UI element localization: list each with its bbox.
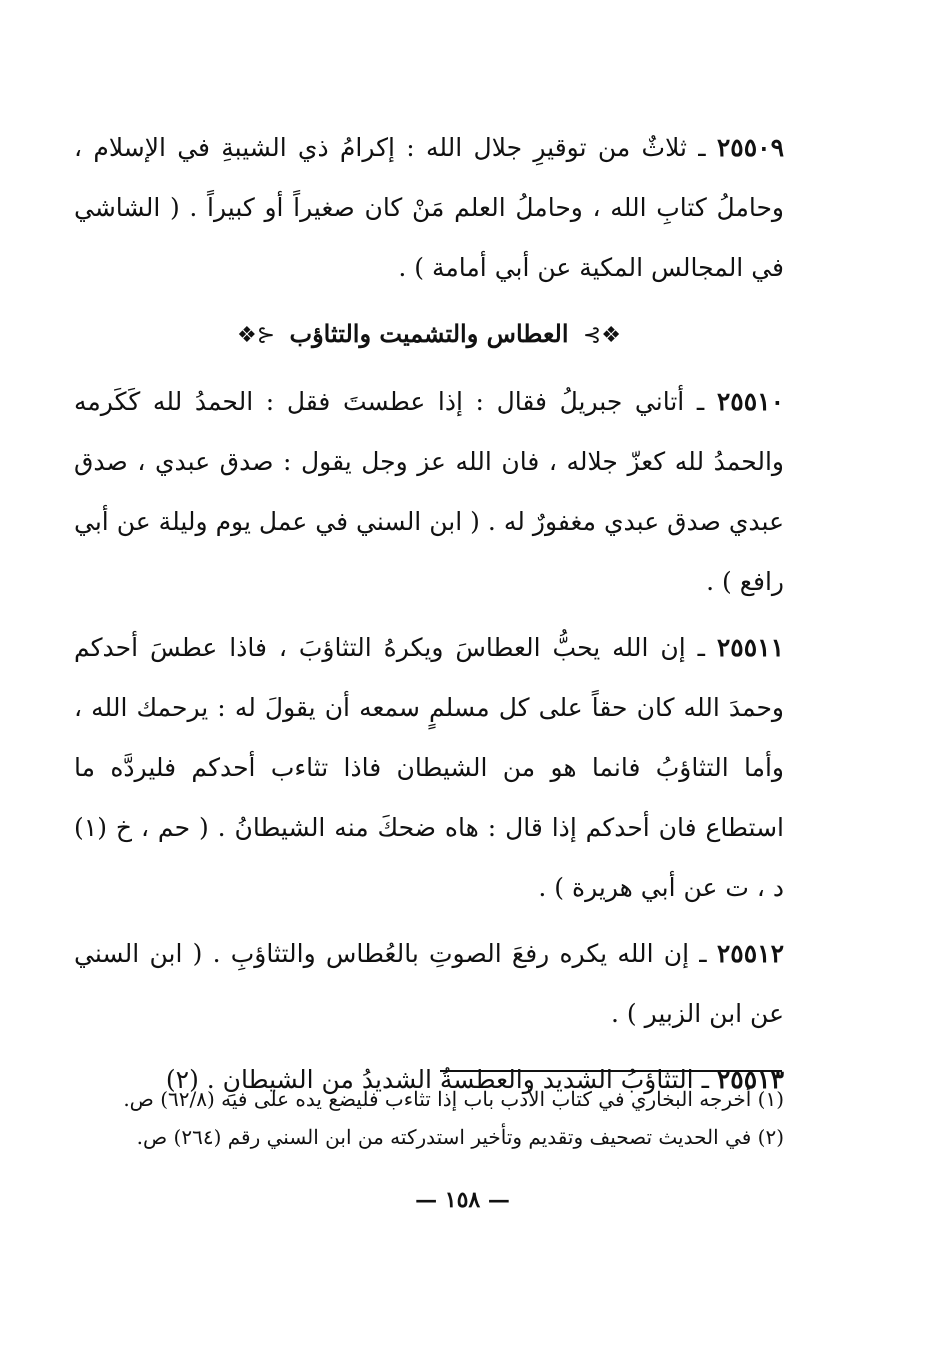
page-number: — ١٥٨ —: [415, 1187, 510, 1213]
hadith-text: ـ إن الله يكره رفعَ الصوتِ بالعُطاس والتثاؤبِ . ( ابن السني عن ابن الزبير ) .: [74, 939, 784, 1028]
hadith-text: ـ التثاؤبُ الشديد والعطسةُ الشديدُ من الشيطانِ . (٢): [165, 1065, 709, 1094]
hadith-entry-25509: [74, 118, 784, 298]
hadith-entry-25512: [74, 924, 784, 1044]
hadith-entry-25511: [74, 618, 784, 918]
footnotes: [74, 1080, 784, 1156]
ornament-icon: ❖⊱: [582, 323, 622, 348]
hadith-number: ٢٥٥٠٩: [716, 133, 784, 162]
hadith-number: ٢٥٥١٠: [716, 387, 784, 416]
page-body: [74, 118, 784, 1110]
hadith-number: ٢٥٥١٣: [716, 1065, 784, 1094]
section-heading: [74, 312, 784, 358]
hadith-text: ـ إن الله يحبُّ العطاسَ ويكرهُ التثاؤبَ ، فاذا عطسَ أحدكم وحمدَ الله كان حقاً على كل مسلمٍ سمعه أن يقولَ له : يرحمك الله ، وأما التثاؤبُ فانما هو من الشيطان فاذا تثاءب أحدكم فليردَّه ما استطاع فان أحدكم إذا قال : هاه ضحكَ منه الشيطانُ . ( حم ، خ (١) د ، ت عن أبي هريرة ) .: [74, 633, 784, 902]
hadith-text: ـ أتاني جبريلُ فقال : إذا عطستَ فقل : الحمدُ لله كَكَرمه والحمدُ لله كعزّ جلاله ، فان الله عز وجل يقول : صدق عبدي ، صدق عبدي صدق عبدي مغفورٌ له . ( ابن السني في عمل يوم وليلة عن أبي رافع ) .: [74, 387, 784, 596]
hadith-number: ٢٥٥١١: [716, 633, 784, 662]
footnote-2: (٢) في الحديث تصحيف وتقديم وتأخير استدركته من ابن السني رقم (٢٦٤) ص.: [136, 1125, 784, 1149]
hadith-entry-25510: [74, 372, 784, 612]
ornament-icon: ⊰❖: [236, 323, 276, 348]
footnote-divider: [440, 1070, 782, 1072]
hadith-number: ٢٥٥١٢: [716, 939, 784, 968]
hadith-text: ـ ثلاثٌ من توقيرِ جلال الله : إكرامُ ذي الشيبةِ في الإسلام ، وحاملُ كتابِ الله ، وحاملُ العلم مَنْ كان صغيراً أو كبيراً . ( الشاشي في المجالس المكية عن أبي أمامة ) .: [74, 133, 784, 282]
footnote-1: (١) أخرجه البخاري في كتاب الأدب باب إذا تثاءب فليضع يده على فيه (٦٢/٨) ص.: [123, 1087, 784, 1111]
section-heading-text: العطاس والتشميت والتثاؤب: [289, 319, 569, 348]
